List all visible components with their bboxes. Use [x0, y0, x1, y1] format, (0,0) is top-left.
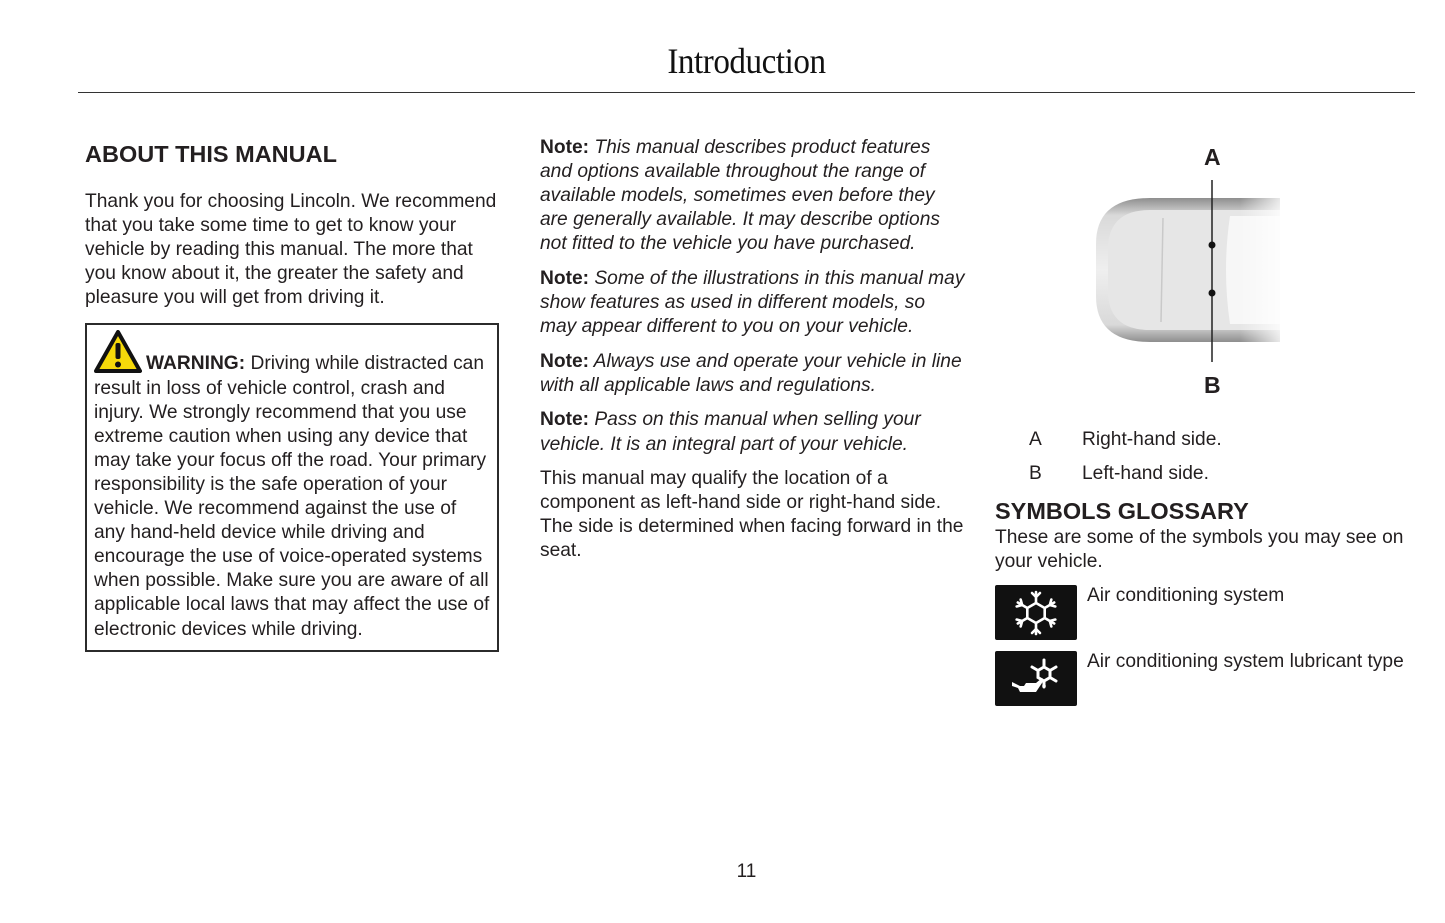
column-notes — [540, 136, 965, 564]
page-title: Introduction — [667, 41, 826, 81]
warning-label: WARNING: — [146, 353, 246, 375]
diagram-label-b: B — [1204, 372, 1221, 398]
page-number: 11 — [736, 861, 757, 882]
legend-row: B Left-hand side. — [1029, 463, 1209, 484]
warning-text: Driving while distracted can result in loss of vehicle control, crash and injury. We strongly recommend that you use extreme caution when using any device that may take your focus off the road. Your primary responsibility is the safe operation of your vehicle. We recommend against the use of any hand-held device while driving and encourage the use of voice-operated systems when possible. Make sure you are aware of all applicable local laws that may affect the use of electronic devices while driving. — [94, 353, 490, 640]
warning-triangle-icon — [94, 330, 142, 374]
note-1: Note: This manual describes product features and options available throughout the range of available models, sometimes even before they are generally available. It may describe options not fitted to the vehicle you have purchased. — [540, 137, 940, 255]
seat-top-view-icon — [1090, 136, 1290, 406]
ac-lubricant-icon — [995, 651, 1077, 706]
glossary-heading: SYMBOLS GLOSSARY — [995, 498, 1249, 524]
note-3: Note: Always use and operate your vehicle in line with all applicable laws and regulations. — [540, 350, 962, 396]
snowflake-icon — [995, 585, 1077, 640]
about-intro: Thank you for choosing Lincoln. We recommend that you take some time to get to know your vehicle by reading this manual. The more that you know about it, the greater the safety and pleasure you will get from driving it. — [85, 191, 497, 309]
diagram-legend — [995, 428, 1415, 486]
note-4: Note: Pass on this manual when selling your vehicle. It is an integral part of your vehicle. — [540, 409, 921, 455]
title-divider — [78, 92, 1415, 93]
seat-diagram — [995, 136, 1415, 406]
location-text: This manual may qualify the location of a component as left-hand side or right-hand side. The side is determined when facing forward in the seat. — [540, 468, 964, 562]
symbol-row — [995, 585, 1415, 640]
column-diagram-glossary — [995, 136, 1415, 706]
symbol-label: Air conditioning system — [1087, 585, 1285, 607]
symbol-label: Air conditioning system lubricant type — [1087, 651, 1404, 673]
about-heading: ABOUT THIS MANUAL — [85, 141, 337, 167]
symbol-row — [995, 651, 1415, 706]
column-about — [85, 136, 500, 652]
warning-box — [85, 323, 499, 651]
diagram-label-a: A — [1204, 144, 1221, 170]
note-2: Note: Some of the illustrations in this manual may show features as used in different models, so may appear different to you on your vehicle. — [540, 267, 965, 338]
legend-row: A Right-hand side. — [1029, 429, 1222, 450]
glossary-intro: These are some of the symbols you may see on your vehicle. — [995, 527, 1404, 573]
